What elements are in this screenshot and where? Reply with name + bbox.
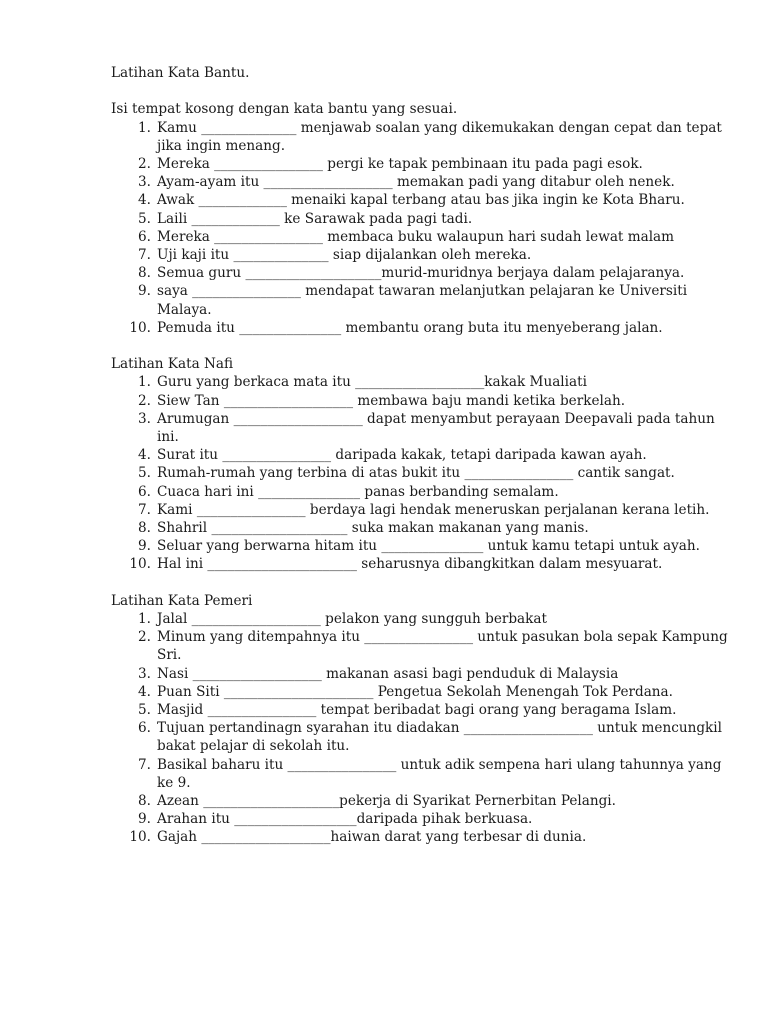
item-number: 6. xyxy=(138,720,151,737)
item-text: Uji kaji itu ______________ siap dijalankan oleh mereka. xyxy=(157,247,532,264)
list-item xyxy=(111,210,731,228)
section-title-kata-nafi: Latihan Kata Nafi xyxy=(111,356,234,373)
item-number: 3. xyxy=(138,174,151,191)
item-number: 6. xyxy=(138,228,151,245)
instruction-text: Isi tempat kosong dengan kata bantu yang sesuai. xyxy=(111,101,458,118)
list-item xyxy=(111,282,731,318)
item-text: Puan Siti ______________________ Pengetua Sekolah Menengah Tok Perdana. xyxy=(157,683,673,700)
item-number: 4. xyxy=(138,447,151,464)
list-item xyxy=(111,483,731,501)
item-text: Hal ini ______________________ seharusnya dibangkitkan dalam mesyuarat. xyxy=(157,556,663,573)
item-text: Seluar yang berwarna hitam itu _______________ untuk kamu tetapi untuk ayah. xyxy=(157,538,700,555)
list-item xyxy=(111,555,731,573)
list-item xyxy=(111,191,731,209)
item-text: Arumugan ___________________ dapat menyambut perayaan Deepavali pada tahun ini. xyxy=(157,410,715,446)
item-number: 2. xyxy=(138,629,151,646)
item-text: Arahan itu __________________daripada pihak berkuasa. xyxy=(157,811,533,828)
item-text: Guru yang berkaca mata itu ___________________kakak Mualiati xyxy=(157,374,587,391)
list-item xyxy=(111,610,731,628)
item-number: 2. xyxy=(138,156,151,172)
item-text: Shahril ____________________ suka makan makanan yang manis. xyxy=(157,520,589,537)
item-number: 7. xyxy=(138,501,151,518)
list-item xyxy=(111,155,731,173)
item-text: Mereka ________________ membaca buku walaupun hari sudah lewat malam xyxy=(157,228,675,245)
item-number: 10. xyxy=(129,829,151,846)
item-number: 9. xyxy=(138,283,151,300)
item-text: Nasi ___________________ makanan asasi bagi penduduk di Malaysia xyxy=(157,665,619,682)
item-number: 2. xyxy=(138,392,151,409)
list-item xyxy=(111,501,731,519)
item-number: 5. xyxy=(138,210,151,227)
worksheet xyxy=(111,64,731,847)
list-item xyxy=(111,828,731,846)
item-number: 5. xyxy=(138,702,151,719)
item-number: 6. xyxy=(138,483,151,500)
item-number: 9. xyxy=(138,811,151,828)
list-item xyxy=(111,683,731,701)
list-item xyxy=(111,719,731,755)
item-number: 5. xyxy=(138,465,151,482)
item-text: Kamu ______________ menjawab soalan yang dikemukakan dengan cepat dan tepat jika ingin menang. xyxy=(157,119,722,154)
item-text: Jalal ___________________ pelakon yang sungguh berbakat xyxy=(157,611,547,628)
list-item xyxy=(111,810,731,828)
item-number: 8. xyxy=(138,265,151,282)
list-item xyxy=(111,628,731,664)
item-text: Azean ____________________pekerja di Syarikat Pernerbitan Pelangi. xyxy=(157,793,616,810)
item-number: 4. xyxy=(138,683,151,700)
list-kata-bantu xyxy=(111,119,731,337)
item-number: 1. xyxy=(138,611,151,628)
item-text: Basikal baharu itu ________________ untuk adik sempena hari ulang tahunnya yang ke 9. xyxy=(157,756,722,791)
item-number: 1. xyxy=(138,119,151,136)
item-text: Awak _____________ menaiki kapal terbang atau bas jika ingin ke Kota Bharu. xyxy=(157,192,685,209)
list-item xyxy=(111,446,731,464)
item-text: Masjid ________________ tempat beribadat bagi orang yang beragama Islam. xyxy=(157,702,677,719)
item-text: Siew Tan ___________________ membawa baju mandi ketika berkelah. xyxy=(157,392,626,409)
list-item xyxy=(111,519,731,537)
list-item xyxy=(111,319,731,337)
item-text: Rumah-rumah yang terbina di atas bukit itu ________________ cantik sangat. xyxy=(157,465,675,482)
section-title-kata-bantu: Latihan Kata Bantu. xyxy=(111,65,250,81)
item-number: 7. xyxy=(138,247,151,264)
item-number: 1. xyxy=(138,374,151,391)
item-number: 4. xyxy=(138,192,151,209)
list-item xyxy=(111,173,731,191)
item-number: 8. xyxy=(138,793,151,810)
item-text: Laili _____________ ke Sarawak pada pagi tadi. xyxy=(157,210,473,227)
list-item xyxy=(111,665,731,683)
item-number: 7. xyxy=(138,756,151,773)
list-item xyxy=(111,228,731,246)
item-number: 3. xyxy=(138,410,151,427)
item-text: Ayam-ayam itu ___________________ memakan padi yang ditabur oleh nenek. xyxy=(157,174,675,191)
list-item xyxy=(111,792,731,810)
item-text: Mereka ________________ pergi ke tapak pembinaan itu pada pagi esok. xyxy=(157,156,643,172)
item-number: 10. xyxy=(129,319,151,336)
list-item xyxy=(111,756,731,792)
item-text: saya ________________ mendapat tawaran melanjutkan pelajaran ke Universiti Malaya. xyxy=(157,283,688,318)
list-item xyxy=(111,537,731,555)
list-item xyxy=(111,246,731,264)
list-item xyxy=(111,119,731,155)
list-item xyxy=(111,410,731,446)
item-text: Tujuan pertandinagn syarahan itu diadakan ___________________ untuk mencungkil bakat pelajar di sekolah itu. xyxy=(157,720,722,755)
item-text: Gajah ___________________haiwan darat yang terbesar di dunia. xyxy=(157,829,587,846)
list-kata-pemeri xyxy=(111,610,731,847)
list-item xyxy=(111,464,731,482)
item-text: Surat itu ________________ daripada kakak, tetapi daripada kawan ayah. xyxy=(157,447,647,464)
item-text: Minum yang ditempahnya itu ________________ untuk pasukan bola sepak Kampung Sri. xyxy=(157,629,728,664)
section-title-kata-pemeri: Latihan Kata Pemeri xyxy=(111,592,253,609)
item-text: Cuaca hari ini _______________ panas berbanding semalam. xyxy=(157,483,559,500)
item-number: 9. xyxy=(138,538,151,555)
item-number: 3. xyxy=(138,665,151,682)
item-number: 10. xyxy=(129,556,151,573)
list-item xyxy=(111,264,731,282)
list-item xyxy=(111,373,731,391)
list-kata-nafi xyxy=(111,373,731,573)
list-item xyxy=(111,392,731,410)
item-number: 8. xyxy=(138,520,151,537)
list-item xyxy=(111,701,731,719)
item-text: Pemuda itu _______________ membantu orang buta itu menyeberang jalan. xyxy=(157,319,663,336)
item-text: Kami ________________ berdaya lagi hendak meneruskan perjalanan kerana letih. xyxy=(157,501,710,518)
item-text: Semua guru ____________________murid-muridnya berjaya dalam pelajaranya. xyxy=(157,265,685,282)
